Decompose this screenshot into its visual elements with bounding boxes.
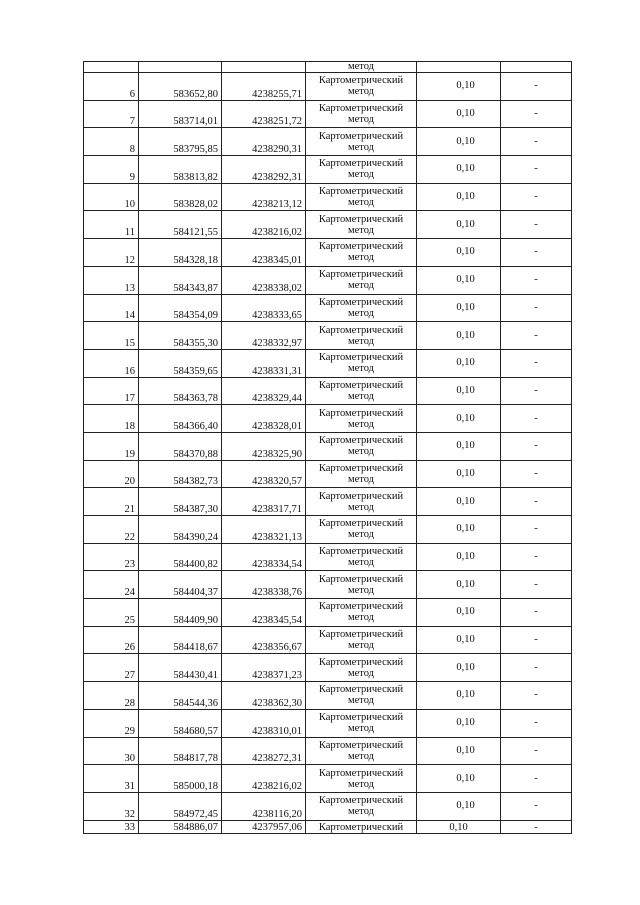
method-line-1: Картометрический (318, 269, 404, 281)
note-cell: - (501, 516, 572, 544)
note-cell: - (501, 488, 572, 516)
method-line-1: Картометрический (318, 462, 404, 474)
method-line-1: Картометрический (318, 739, 404, 751)
method-cell (306, 405, 417, 433)
method-cell (306, 626, 417, 654)
note-cell: - (501, 432, 572, 460)
note-cell: - (501, 599, 572, 627)
note-cell: - (501, 626, 572, 654)
accuracy-cell: 0,10 (417, 792, 501, 820)
point-number-cell: 11 (84, 211, 139, 239)
x-coordinate-cell: 584680,57 (139, 709, 222, 737)
table-row (84, 73, 572, 101)
point-number-cell: 18 (84, 405, 139, 433)
point-number-cell: 25 (84, 599, 139, 627)
note-cell: - (501, 128, 572, 156)
x-coordinate-cell: 584400,82 (139, 543, 222, 571)
y-coordinate-cell: 4238356,67 (222, 626, 306, 654)
method-line-1: Картометрический (318, 130, 404, 142)
method-line-2: метод (347, 446, 375, 458)
method-cell (306, 239, 417, 267)
y-coordinate-cell: 4238371,23 (222, 654, 306, 682)
method-line-1: Картометрический (318, 379, 404, 391)
x-coordinate-cell: 583795,85 (139, 128, 222, 156)
table-row (84, 737, 572, 765)
note-cell: - (501, 100, 572, 128)
method-line-2: метод (347, 86, 375, 98)
point-number-cell: 29 (84, 709, 139, 737)
method-line-2: метод (347, 584, 375, 596)
point-number-cell: 31 (84, 765, 139, 793)
point-number-cell: 27 (84, 654, 139, 682)
y-coordinate-cell: 4238213,12 (222, 183, 306, 211)
table-row (84, 266, 572, 294)
note-cell: - (501, 820, 572, 833)
y-coordinate-cell (222, 62, 306, 73)
y-coordinate-cell: 4238362,30 (222, 682, 306, 710)
x-coordinate-cell: 584328,18 (139, 239, 222, 267)
x-coordinate-cell: 585000,18 (139, 765, 222, 793)
accuracy-cell: 0,10 (417, 128, 501, 156)
method-line-2: метод (347, 197, 375, 209)
table-row (84, 239, 572, 267)
accuracy-cell: 0,10 (417, 405, 501, 433)
method-line-1: Картометрический (318, 490, 404, 502)
method-cell (306, 432, 417, 460)
table-row-fragment (84, 62, 572, 73)
method-line-2: метод (347, 473, 375, 485)
method-cell: метод (306, 62, 417, 73)
point-number-cell: 23 (84, 543, 139, 571)
x-coordinate-cell: 584418,67 (139, 626, 222, 654)
y-coordinate-cell: 4238255,71 (222, 73, 306, 101)
accuracy-cell: 0,10 (417, 73, 501, 101)
y-coordinate-cell: 4238321,13 (222, 516, 306, 544)
x-coordinate-cell: 584343,87 (139, 266, 222, 294)
point-number-cell: 21 (84, 488, 139, 516)
x-coordinate-cell: 584817,78 (139, 737, 222, 765)
table-row (84, 211, 572, 239)
accuracy-cell: 0,10 (417, 654, 501, 682)
point-number-cell: 24 (84, 571, 139, 599)
method-line-1: Картометрический (318, 546, 404, 558)
method-cell (306, 349, 417, 377)
method-cell (306, 543, 417, 571)
point-number-cell: 7 (84, 100, 139, 128)
accuracy-cell: 0,10 (417, 100, 501, 128)
table-row (84, 543, 572, 571)
method-line-1: Картометрический (318, 75, 404, 87)
method-line-2: метод (347, 224, 375, 236)
point-number-cell: 22 (84, 516, 139, 544)
y-coordinate-cell: 4238272,31 (222, 737, 306, 765)
table-row (84, 571, 572, 599)
method-line-2: метод (347, 418, 375, 430)
method-cell (306, 516, 417, 544)
method-line-1: Картометрический (318, 103, 404, 115)
method-line-2: метод (347, 114, 375, 126)
method-line-2: метод (347, 612, 375, 624)
method-line-1: Картометрический (318, 573, 404, 585)
method-line-1: Картометрический (318, 435, 404, 447)
method-cell (306, 737, 417, 765)
point-number-cell: 32 (84, 792, 139, 820)
x-coordinate-cell: 583714,01 (139, 100, 222, 128)
x-coordinate-cell: 583813,82 (139, 156, 222, 184)
table-row (84, 294, 572, 322)
y-coordinate-cell: 4238329,44 (222, 377, 306, 405)
accuracy-cell: 0,10 (417, 709, 501, 737)
table-row (84, 488, 572, 516)
method-line-2: метод (347, 363, 375, 375)
note-cell: - (501, 737, 572, 765)
x-coordinate-cell: 584409,90 (139, 599, 222, 627)
method-line-2: метод (347, 723, 375, 735)
accuracy-cell: 0,10 (417, 432, 501, 460)
table-row (84, 100, 572, 128)
note-cell: - (501, 709, 572, 737)
method-cell (306, 294, 417, 322)
x-coordinate-cell: 584363,78 (139, 377, 222, 405)
method-cell (306, 73, 417, 101)
method-line-1: Картометрический (318, 795, 404, 807)
method-line-1: Картометрический (318, 241, 404, 253)
table-row (84, 377, 572, 405)
note-cell: - (501, 211, 572, 239)
table-row (84, 682, 572, 710)
accuracy-cell: 0,10 (417, 460, 501, 488)
note-cell: - (501, 543, 572, 571)
method-line-2: метод (347, 141, 375, 153)
table-row (84, 792, 572, 820)
y-coordinate-cell: 4238328,01 (222, 405, 306, 433)
method-line-2: метод (347, 501, 375, 513)
y-coordinate-cell: 4237957,06 (222, 820, 306, 833)
x-coordinate-cell: 583828,02 (139, 183, 222, 211)
x-coordinate-cell: 584430,41 (139, 654, 222, 682)
accuracy-cell: 0,10 (417, 765, 501, 793)
accuracy-cell: 0,10 (417, 543, 501, 571)
accuracy-cell: 0,10 (417, 599, 501, 627)
y-coordinate-cell: 4238216,02 (222, 765, 306, 793)
x-coordinate-cell: 584886,07 (139, 820, 222, 833)
accuracy-cell: 0,10 (417, 266, 501, 294)
x-coordinate-cell: 584359,65 (139, 349, 222, 377)
x-coordinate-cell: 584404,37 (139, 571, 222, 599)
accuracy-cell: 0,10 (417, 183, 501, 211)
table-row (84, 626, 572, 654)
accuracy-cell: 0,10 (417, 156, 501, 184)
point-number-cell: 8 (84, 128, 139, 156)
method-cell (306, 156, 417, 184)
y-coordinate-cell: 4238325,90 (222, 432, 306, 460)
y-coordinate-cell: 4238334,54 (222, 543, 306, 571)
accuracy-cell: 0,10 (417, 488, 501, 516)
table-row (84, 599, 572, 627)
note-cell (501, 62, 572, 73)
table-row (84, 460, 572, 488)
point-number-cell: 10 (84, 183, 139, 211)
coordinates-table (83, 61, 572, 834)
table-row (84, 516, 572, 544)
note-cell: - (501, 765, 572, 793)
note-cell: - (501, 156, 572, 184)
method-cell (306, 460, 417, 488)
accuracy-cell: 0,10 (417, 349, 501, 377)
method-cell (306, 792, 417, 820)
x-coordinate-cell (139, 62, 222, 73)
table-row (84, 405, 572, 433)
method-line-1: Картометрический (318, 629, 404, 641)
method-line-1: Картометрический (318, 684, 404, 696)
x-coordinate-cell: 584121,55 (139, 211, 222, 239)
y-coordinate-cell: 4238320,57 (222, 460, 306, 488)
method-cell: Картометрический (306, 820, 417, 833)
note-cell: - (501, 405, 572, 433)
table-row (84, 709, 572, 737)
method-line-2: метод (347, 640, 375, 652)
y-coordinate-cell: 4238338,02 (222, 266, 306, 294)
method-line-2: метод (347, 529, 375, 541)
point-number-cell: 30 (84, 737, 139, 765)
method-cell (306, 266, 417, 294)
note-cell: - (501, 294, 572, 322)
y-coordinate-cell: 4238216,02 (222, 211, 306, 239)
method-line-1: Картометрический (318, 186, 404, 198)
method-line-1: Картометрический (318, 601, 404, 613)
accuracy-cell (417, 62, 501, 73)
point-number-cell: 6 (84, 73, 139, 101)
method-cell (306, 654, 417, 682)
note-cell: - (501, 239, 572, 267)
method-cell (306, 100, 417, 128)
point-number-cell: 19 (84, 432, 139, 460)
method-cell (306, 183, 417, 211)
method-line-2: метод (347, 252, 375, 264)
method-cell (306, 682, 417, 710)
point-number-cell: 17 (84, 377, 139, 405)
method-line-2: метод (347, 667, 375, 679)
method-line-2: метод (347, 557, 375, 569)
point-number-cell: 26 (84, 626, 139, 654)
point-number-cell: 12 (84, 239, 139, 267)
method-line-2: метод (347, 750, 375, 762)
note-cell: - (501, 322, 572, 350)
method-line-1: Картометрический (318, 407, 404, 419)
method-line-2: метод (347, 778, 375, 790)
method-cell (306, 211, 417, 239)
accuracy-cell: 0,10 (417, 239, 501, 267)
method-line-2: метод (347, 335, 375, 347)
table-row-last (84, 820, 572, 833)
y-coordinate-cell: 4238292,31 (222, 156, 306, 184)
note-cell: - (501, 377, 572, 405)
note-cell: - (501, 571, 572, 599)
x-coordinate-cell: 584387,30 (139, 488, 222, 516)
note-cell: - (501, 73, 572, 101)
point-number-cell: 15 (84, 322, 139, 350)
method-line-1: Картометрический (318, 518, 404, 530)
accuracy-cell: 0,10 (417, 211, 501, 239)
x-coordinate-cell: 584370,88 (139, 432, 222, 460)
note-cell: - (501, 349, 572, 377)
method-line-1: Картометрический (318, 656, 404, 668)
y-coordinate-cell: 4238331,31 (222, 349, 306, 377)
method-line-2: метод (347, 280, 375, 292)
accuracy-cell: 0,10 (417, 737, 501, 765)
accuracy-cell: 0,10 (417, 516, 501, 544)
accuracy-cell: 0,10 (417, 377, 501, 405)
method-cell (306, 322, 417, 350)
table-row (84, 183, 572, 211)
point-number-cell: 14 (84, 294, 139, 322)
y-coordinate-cell: 4238332,97 (222, 322, 306, 350)
method-line-1: Картометрический (318, 296, 404, 308)
accuracy-cell: 0,10 (417, 682, 501, 710)
method-cell (306, 571, 417, 599)
note-cell: - (501, 183, 572, 211)
note-cell: - (501, 792, 572, 820)
y-coordinate-cell: 4238333,65 (222, 294, 306, 322)
accuracy-cell: 0,10 (417, 626, 501, 654)
x-coordinate-cell: 584354,09 (139, 294, 222, 322)
accuracy-cell: 0,10 (417, 820, 501, 833)
y-coordinate-cell: 4238338,76 (222, 571, 306, 599)
x-coordinate-cell: 584382,73 (139, 460, 222, 488)
method-cell (306, 599, 417, 627)
table-row (84, 654, 572, 682)
x-coordinate-cell: 584544,36 (139, 682, 222, 710)
x-coordinate-cell: 584366,40 (139, 405, 222, 433)
method-line-1: Картометрический (318, 324, 404, 336)
method-line-1: Картометрический (318, 158, 404, 170)
point-number-cell: 28 (84, 682, 139, 710)
method-line-2: метод (347, 390, 375, 402)
y-coordinate-cell: 4238345,01 (222, 239, 306, 267)
method-line-2: метод (347, 695, 375, 707)
y-coordinate-cell: 4238317,71 (222, 488, 306, 516)
point-number-cell: 33 (84, 820, 139, 833)
method-cell (306, 377, 417, 405)
x-coordinate-cell: 583652,80 (139, 73, 222, 101)
y-coordinate-cell: 4238251,72 (222, 100, 306, 128)
method-cell (306, 709, 417, 737)
accuracy-cell: 0,10 (417, 322, 501, 350)
table-row (84, 765, 572, 793)
note-cell: - (501, 654, 572, 682)
method-cell (306, 128, 417, 156)
point-number-cell: 13 (84, 266, 139, 294)
table-row (84, 156, 572, 184)
note-cell: - (501, 266, 572, 294)
table-row (84, 322, 572, 350)
point-number-cell: 20 (84, 460, 139, 488)
note-cell: - (501, 460, 572, 488)
point-number-cell: 16 (84, 349, 139, 377)
y-coordinate-cell: 4238310,01 (222, 709, 306, 737)
x-coordinate-cell: 584390,24 (139, 516, 222, 544)
x-coordinate-cell: 584355,30 (139, 322, 222, 350)
table-row (84, 128, 572, 156)
y-coordinate-cell: 4238345,54 (222, 599, 306, 627)
method-line-2: метод (347, 307, 375, 319)
method-line-1: Картометрический (318, 213, 404, 225)
accuracy-cell: 0,10 (417, 294, 501, 322)
coordinates-table-body (84, 62, 572, 834)
table-row (84, 432, 572, 460)
method-line-1: Картометрический (318, 352, 404, 364)
note-cell: - (501, 682, 572, 710)
method-line-2: метод (347, 169, 375, 181)
y-coordinate-cell: 4238116,20 (222, 792, 306, 820)
method-cell (306, 765, 417, 793)
table-row (84, 349, 572, 377)
method-line-2: метод (347, 806, 375, 818)
method-cell (306, 488, 417, 516)
y-coordinate-cell: 4238290,31 (222, 128, 306, 156)
x-coordinate-cell: 584972,45 (139, 792, 222, 820)
method-line-1: Картометрический (318, 767, 404, 779)
accuracy-cell: 0,10 (417, 571, 501, 599)
method-line-1: Картометрический (318, 712, 404, 724)
point-number-cell: 9 (84, 156, 139, 184)
point-number-cell (84, 62, 139, 73)
